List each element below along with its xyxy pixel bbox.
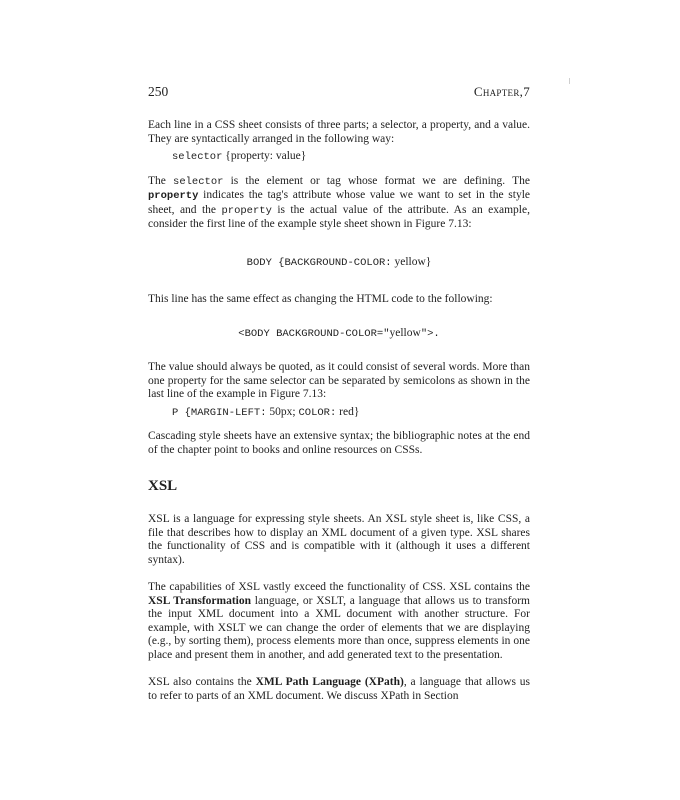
code-html-tag: <BODY BACKGROUND-COLOR=": [238, 327, 390, 340]
paragraph-selector-explanation: [148, 175, 530, 232]
term-xpath: XML Path Language (XPath): [255, 676, 404, 688]
text-segment: The: [148, 174, 174, 187]
page-header: [148, 84, 530, 104]
chapter-label: [474, 84, 530, 100]
code-color-value: red}: [336, 405, 360, 418]
code-html-body-tag: [148, 327, 530, 342]
term-property-2: property: [221, 204, 272, 217]
term-selector: selector: [173, 175, 224, 188]
page-body: [148, 119, 530, 703]
paragraph-xsl-intro: XSL is a language for expressing style sheets. An XSL style sheet is, like CSS, a file that describes how to display an XML document of a given type. XSL shares the functionality of CSS and is compatible with it (although it uses a different syntax).: [148, 513, 530, 566]
code-selector: selector: [172, 151, 223, 163]
text-segment: is the actual value of the attribute. As an example, consider the first line of the example style sheet shown in Figure 7.13:: [148, 203, 530, 230]
page-number: 250: [148, 84, 169, 99]
code-margin-value: 50px;: [266, 405, 299, 418]
paragraph-quoting-values: The value should always be quoted, as it could consist of several words. More than one property for the same selector can be separated by semicolons as shown in the last line of the example in Figure 7.13:: [148, 361, 530, 400]
section-heading-xsl: XSL: [148, 478, 178, 494]
code-paragraph-rule: [148, 406, 530, 421]
code-body-background-rule: [148, 256, 530, 271]
code-color: COLOR:: [298, 406, 337, 419]
chapter-number: ,7: [519, 84, 530, 99]
text-segment: is the element or tag whose format we are defining. The: [223, 174, 530, 187]
code-syntax-example: [148, 150, 530, 165]
paragraph-xpath: [148, 676, 530, 703]
code-margin-left: P {MARGIN-LEFT:: [172, 406, 267, 419]
scan-artifact-mark: [569, 78, 570, 84]
term-property: property: [148, 190, 199, 202]
code-body-value: yellow}: [391, 255, 432, 268]
text-segment: The capabilities of XSL vastly exceed the functionality of CSS. XSL contains the: [148, 581, 530, 593]
text-segment: XSL also contains the: [148, 676, 256, 688]
paragraph-html-equivalent: This line has the same effect as changing the HTML code to the following:: [148, 293, 493, 305]
code-html-tag-end: ">.: [420, 327, 440, 340]
text-segment: , a language that allows us to refer to parts of an XML document. We discuss XPath in Section: [148, 676, 530, 702]
term-xsl-transformation: XSL Transformation: [148, 594, 252, 607]
code-property-value: {property: value}: [222, 150, 307, 162]
paragraph-xsl-capabilities: [148, 581, 530, 662]
paragraph-css-parts: Each line in a CSS sheet consists of three parts; a selector, a property, and a value. They are syntactically arranged in the following way:: [148, 119, 530, 145]
code-body-rule: BODY {BACKGROUND-COLOR:: [246, 256, 392, 269]
text-segment: language, or XSLT, a language that allows us to transform the input XML document into a XML document with another structure. For example, with XSLT we can change the order of elements that we are displaying (e.g., by sorting them), process elements more than once, suppress elements in one place and present them in another, and add generated text to the presentation.: [148, 594, 530, 661]
text-segment: indicates the tag's attribute whose value we want to set in the style sheet, and the: [148, 189, 530, 216]
chapter-word: Chapter: [473, 84, 520, 99]
code-html-value: yellow: [389, 326, 421, 339]
paragraph-css-syntax-note: Cascading style sheets have an extensive syntax; the bibliographic notes at the end of the chapter point to books and online resources on CSSs.: [148, 430, 530, 456]
